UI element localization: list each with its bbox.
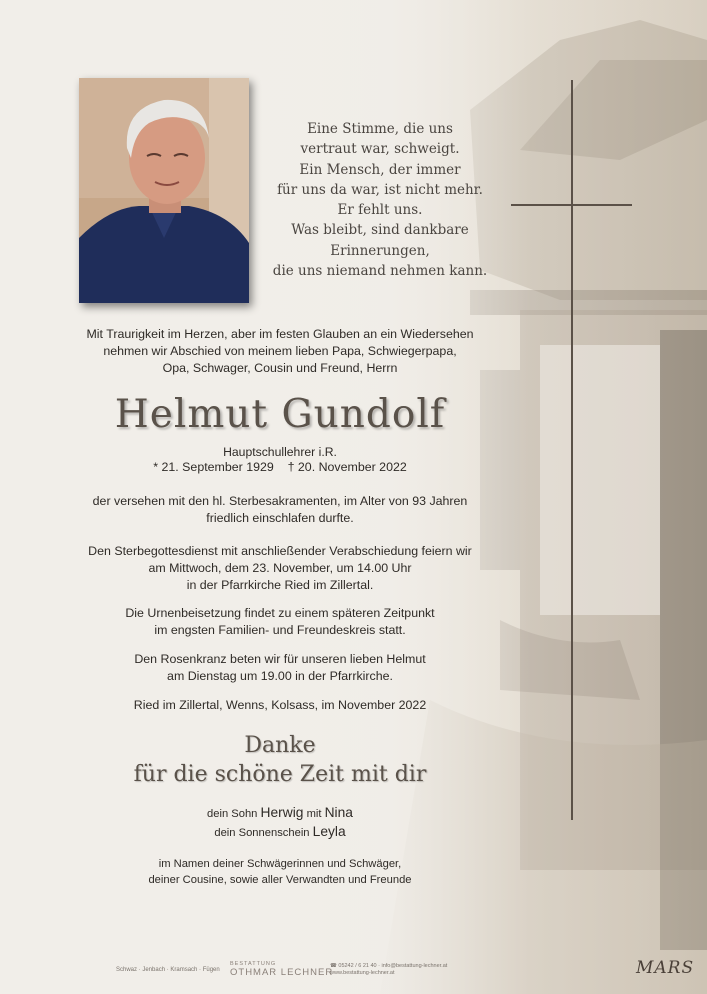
logo-small-text: BESTATTUNG: [230, 961, 277, 967]
rosary-paragraph: [60, 651, 500, 685]
paragraph-line: Den Sterbegottesdienst mit anschließender Verabschiedung feiern wir: [88, 544, 472, 558]
intro-line: nehmen wir Abschied von meinem lieben Papa, Schwiegerpapa,: [103, 343, 457, 358]
son-name: Herwig: [260, 805, 304, 820]
intro-text: [60, 326, 500, 376]
closing-line: im Namen deiner Schwägerinnen und Schwäger,: [158, 858, 402, 870]
paragraph-line: friedlich einschlafen durfte.: [206, 511, 354, 525]
paragraph-line: im engsten Familien- und Freundeskreis statt.: [154, 623, 406, 637]
poem-line: vertraut war, schweigt.: [300, 141, 460, 158]
cross-icon-bar: [511, 204, 632, 206]
paragraph-line: der versehen mit den hl. Sterbesakramenten, im Alter von 93 Jahren: [92, 494, 468, 508]
contact-line: ☎ 05242 / 6 21 40 · info@bestattung-lechner.at: [330, 963, 448, 969]
paragraph-line: Den Rosenkranz beten wir für unseren lieben Helmut: [134, 652, 426, 666]
family-son: [60, 805, 500, 820]
poem-line: Eine Stimme, die uns: [307, 121, 453, 137]
poem-line: Er fehlt uns.: [337, 202, 423, 219]
poem-line: Ein Mensch, der immer: [299, 161, 461, 178]
grandchild-name: Leyla: [312, 824, 346, 839]
thanks-heading: [60, 731, 500, 789]
portrait-image: [79, 78, 249, 303]
family-closing: [60, 857, 500, 888]
birth-date: * 21. September 1929: [153, 460, 274, 474]
deceased-name: Helmut Gundolf: [114, 392, 446, 437]
poem-line: für uns da war, ist nicht mehr.: [277, 181, 483, 198]
intro-line: Mit Traurigkeit im Herzen, aber im festen Glauben an ein Wiedersehen: [86, 327, 474, 341]
artist-signature: MARS: [636, 958, 695, 978]
contact-line: www.bestattung-lechner.at: [330, 970, 395, 976]
grandchild-prefix: dein Sonnenschein: [214, 827, 310, 839]
logo-main-text: OTHMAR LECHNER: [230, 967, 334, 978]
mit-word: mit: [306, 808, 322, 820]
paragraph-line: Ried im Zillertal, Wenns, Kolsass, im November 2022: [133, 698, 427, 712]
funeral-home-logo: [230, 961, 333, 978]
thanks-line-2: für die schöne Zeit mit dir: [133, 762, 427, 787]
cross-icon: [571, 80, 573, 820]
poem-line: die uns niemand nehmen kann.: [272, 263, 488, 280]
closing-line: deiner Cousine, sowie aller Verwandten und Freunde: [148, 873, 412, 886]
burial-paragraph: [60, 605, 500, 639]
footer-contact: [330, 963, 447, 977]
place-date-line: [60, 697, 500, 714]
poem-line: Was bleibt, sind dankbare: [291, 222, 469, 239]
partner-name: Nina: [324, 805, 353, 820]
thanks-line-1: Danke: [244, 733, 316, 758]
death-date: † 20. November 2022: [287, 460, 407, 474]
deceased-occupation: Hauptschullehrer i.R.: [223, 445, 337, 459]
passing-paragraph: [60, 493, 500, 527]
portrait-photo: [79, 78, 249, 303]
paragraph-line: am Dienstag um 19.00 in der Pfarrkirche.: [167, 669, 393, 683]
family-grandchild: [60, 824, 500, 839]
service-paragraph: [60, 543, 500, 594]
paragraph-line: in der Pfarrkirche Ried im Zillertal.: [186, 578, 374, 592]
life-dates: [60, 460, 500, 474]
son-prefix: dein Sohn: [207, 808, 258, 820]
paragraph-line: am Mittwoch, dem 23. November, um 14.00 Uhr: [148, 561, 412, 575]
intro-line: Opa, Schwager, Cousin und Freund, Herrn: [162, 360, 398, 375]
memorial-poem: [255, 119, 505, 281]
footer-locations: Schwaz · Jenbach · Kramsach · Fügen: [116, 967, 220, 973]
poem-line: Erinnerungen,: [330, 242, 430, 259]
paragraph-line: Die Urnenbeisetzung findet zu einem späteren Zeitpunkt: [125, 606, 435, 620]
